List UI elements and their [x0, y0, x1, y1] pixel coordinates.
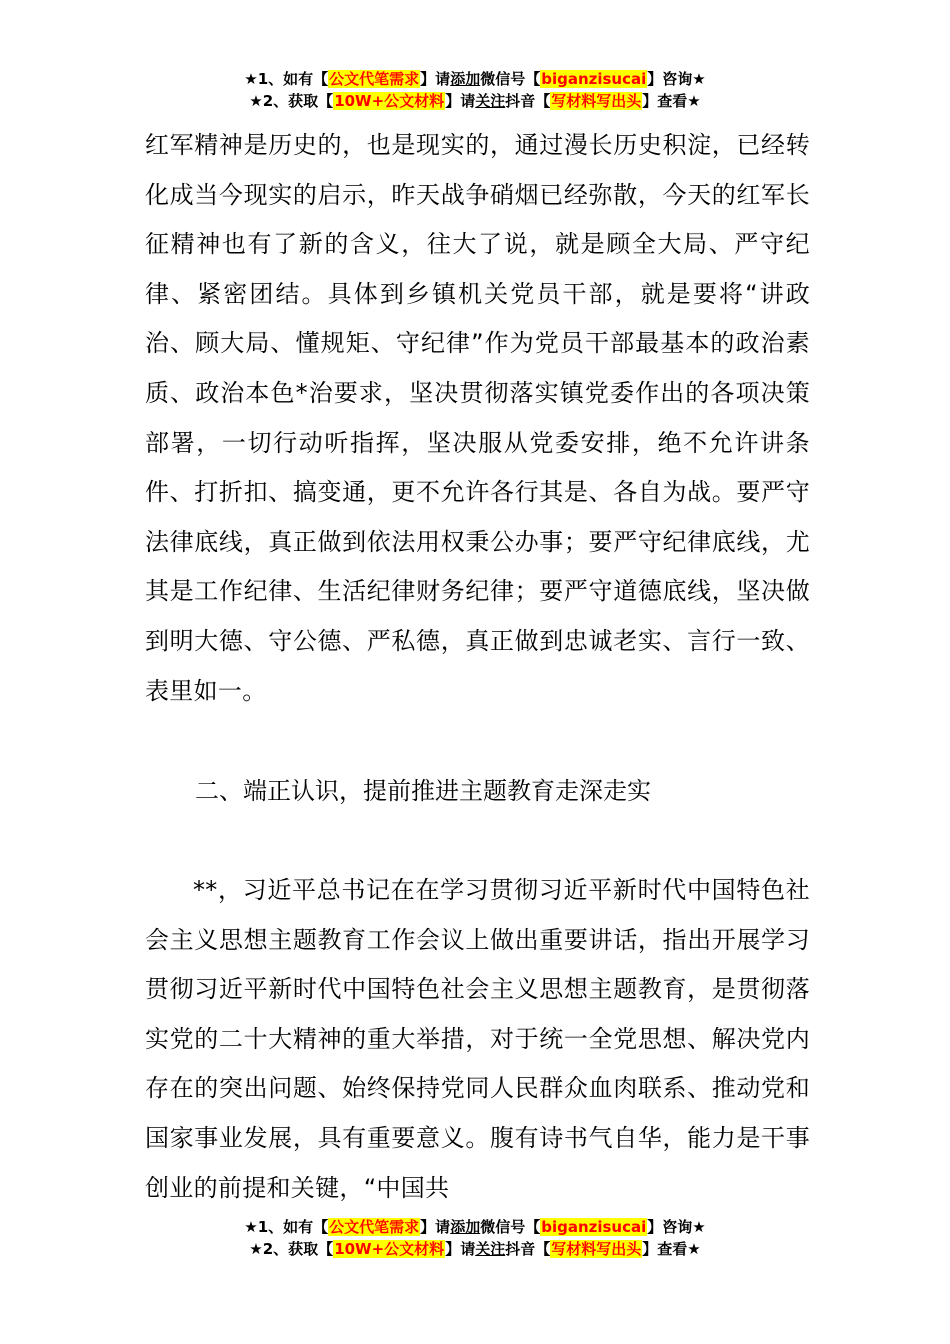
banner-line-1 [0, 1216, 950, 1238]
paragraph-2: **，习近平总书记在在学习贯彻习近平新时代中国特色社会主义思想主题教育工作会议上做出重要讲话，指出开展学习贯彻习近平新时代中国特色社会主义思想主题教育，是贯彻落实党的二十大精神的重大举措，对于统一全党思想、解决党内存在的突出问题、始终保持党同人民群众血肉联系、推动党和国家事业发展，具有重要意义。腹有诗书气自华，能力是干事创业的前提和关键，“中国共 [145, 876, 810, 1202]
banner-line-1 [0, 68, 950, 90]
banner-text: 微信号【 [480, 1218, 541, 1236]
banner-highlight: biganzisucai [541, 70, 647, 88]
banner-text: 】查看★ [642, 92, 701, 110]
banner-line-2 [0, 90, 950, 112]
banner-underline: 关注 [475, 92, 506, 110]
banner-highlight: 10W+公文材料 [334, 1240, 445, 1258]
top-banner [0, 68, 950, 112]
banner-text: 】咨询★ [647, 1218, 706, 1236]
banner-text: ★1、如有【 [244, 70, 329, 88]
banner-text: ★2、获取【 [249, 1240, 334, 1258]
banner-highlight: 写材料写出头 [551, 92, 642, 110]
banner-highlight: 公文代笔需求 [329, 70, 420, 88]
paragraph-1: 红军精神是历史的，也是现实的，通过漫长历史积淀，已经转化成当今现实的启示，昨天战争硝烟已经弥散，今天的红军长征精神也有了新的含义，往大了说，就是顾全大局、严守纪律、紧密团结。具体到乡镇机关党员干部，就是要将“讲政治、顾大局、懂规矩、守纪律”作为党员干部最基本的政治素质、政治本色*治要求，坚决贯彻落实镇党委作出的各项决策部署，一切行动听指挥，坚决服从党委安排，绝不允许讲条件、打折扣、搞变通，更不允许各行其是、各自为战。要严守法律底线，真正做到依法用权秉公办事；要严守纪律底线，尤其是工作纪律、生活纪律财务纪律；要严守道德底线，坚决做到明大德、守公德、严私德，真正做到忠诚老实、言行一致、表里如一。 [145, 131, 810, 705]
document-body-bottom [145, 866, 810, 1213]
banner-text: 】请 [445, 1240, 476, 1258]
banner-text: 抖音【 [505, 1240, 551, 1258]
banner-underline: 添加 [450, 70, 481, 88]
document-body-top [145, 121, 810, 716]
banner-text: 抖音【 [505, 92, 551, 110]
banner-line-2 [0, 1238, 950, 1260]
banner-text: 】请 [420, 70, 451, 88]
banner-text: ★1、如有【 [244, 1218, 329, 1236]
banner-text: 】请 [445, 92, 476, 110]
banner-text: 】咨询★ [647, 70, 706, 88]
banner-underline: 关注 [475, 1240, 506, 1258]
banner-highlight: 写材料写出头 [551, 1240, 642, 1258]
section-heading: 二、端正认识，提前推进主题教育走深走实 [195, 777, 651, 805]
banner-text: 微信号【 [480, 70, 541, 88]
banner-underline: 添加 [450, 1218, 481, 1236]
banner-highlight: biganzisucai [541, 1218, 647, 1236]
banner-highlight: 公文代笔需求 [329, 1218, 420, 1236]
banner-text: 】请 [420, 1218, 451, 1236]
banner-text: 】查看★ [642, 1240, 701, 1258]
bottom-banner [0, 1216, 950, 1260]
banner-highlight: 10W+公文材料 [334, 92, 445, 110]
banner-text: ★2、获取【 [249, 92, 334, 110]
